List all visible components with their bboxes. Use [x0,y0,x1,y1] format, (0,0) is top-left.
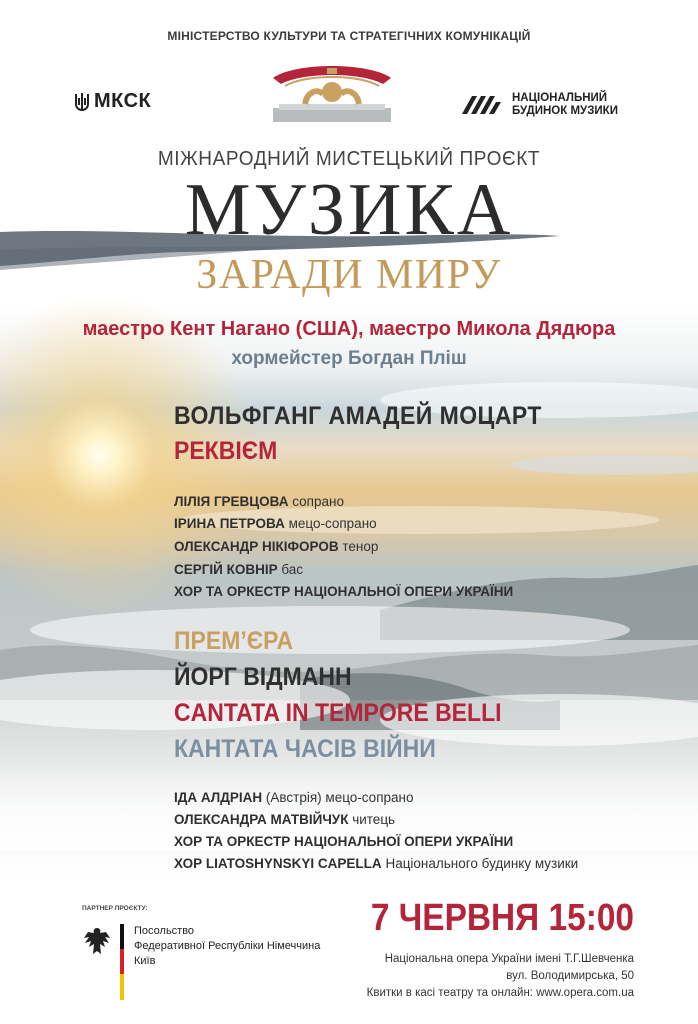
chorus-master-line: хормейстер Богдан Пліш [231,348,467,369]
performer-row: ЛІЛІЯ ГРЕВЦОВА сопрано [174,494,344,509]
opera-emblem [265,56,399,126]
flag-stripe-gold [120,974,124,1000]
flag-stripe-black [120,924,124,949]
embassy-line2: Федеративної Республіки Німеччина [134,940,321,952]
performer-row: ХОР ТА ОРКЕСТР НАЦІОНАЛЬНОЇ ОПЕРИ УКРАЇНИ [174,834,514,849]
composer-widmann: ЙОРГ ВІДМАНН [174,663,352,691]
performer-row: ІДА АЛДРІАН (Австрія) мецо-сопрано [174,790,414,805]
performer-row: ІРИНА ПЕТРОВА мецо-сопрано [174,516,377,531]
eagle-icon [82,924,112,964]
embassy-line3: Київ [134,955,156,967]
performer-row: ОЛЕКСАНДРА МАТВІЙЧУК читець [174,812,396,827]
ministry-title: МІНІСТЕРСТВО КУЛЬТУРИ ТА СТРАТЕГІЧНИХ КОМУНІКАЦІЙ [167,29,531,43]
performer-row: ОЛЕКСАНДР НІКІФОРОВ тенор [174,539,379,554]
embassy-line1: Посольство [134,925,195,937]
stripes-icon [462,96,504,114]
composer-mozart: ВОЛЬФГАНГ АМАДЕЙ МОЦАРТ [174,402,542,430]
work-cantata: CANTATA IN TEMPORE BELLI [174,699,502,727]
partner-label: ПАРТНЕР ПРОЄКТУ: [82,905,148,912]
project-subtitle: МІЖНАРОДНИЙ МИСТЕЦЬКИЙ ПРОЄКТ [157,148,541,171]
title-subline: ЗАРАДИ МИРУ [196,252,502,298]
flag-stripe-red [120,949,124,974]
premiere-label: ПРЕМ’ЄРА [174,627,294,655]
performer-row: ХОР ТА ОРКЕСТР НАЦІОНАЛЬНОЇ ОПЕРИ УКРАЇНИ [174,584,514,599]
event-address: вул. Володимирська, 50 [506,970,634,982]
conductors-line: маестро Кент Нагано (США), маестро Микола Дядюра [82,318,616,340]
ndm-logo-line2: БУДИНОК МУЗИКИ [512,105,618,117]
trident-icon [74,92,90,112]
work-requiem: РЕКВІЄМ [174,437,278,465]
work-cantata-ua: КАНТАТА ЧАСІВ ВІЙНИ [174,735,436,763]
event-tickets: Квитки в касі театру та онлайн: www.opera.com.ua [366,987,634,999]
performer-row: ХОР LIATOSHYNSKYI CAPELLA Національного будинку музики [174,856,579,871]
event-date: 7 ЧЕРВНЯ 15:00 [370,897,634,939]
ndm-logo-line1: НАЦІОНАЛЬНИЙ [512,92,608,104]
mksk-logo [74,90,151,113]
main-title: МУЗИКА [184,169,514,251]
mksk-logo-text: МКСК [94,90,152,112]
national-music-house-logo [462,92,618,118]
performer-row: СЕРГІЙ КОВНІР бас [174,562,304,577]
event-venue: Національна опера України імені Т.Г.Шевченка [384,953,634,965]
embassy-block [82,924,320,1000]
